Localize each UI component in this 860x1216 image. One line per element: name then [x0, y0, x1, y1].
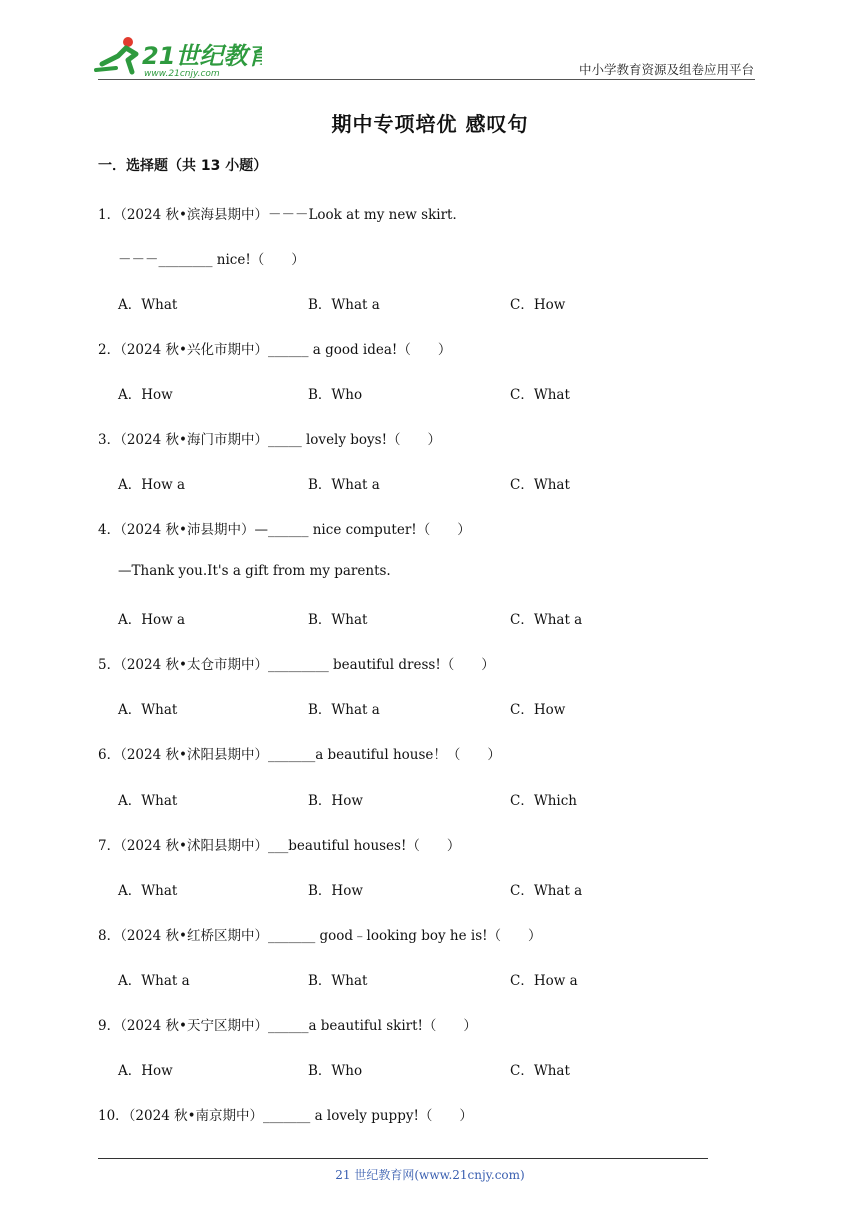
header-divider: [98, 79, 755, 80]
question-7-option-c: C．What a: [510, 883, 583, 899]
question-2-option-b: B．Who: [308, 387, 363, 403]
question-9-option-c: C．What: [510, 1063, 570, 1079]
footer-divider: [98, 1158, 708, 1159]
question-1-option-c: C．How: [510, 297, 566, 313]
question-3-option-c: C．What: [510, 477, 570, 493]
svg-text:www.21cnjy.com: www.21cnjy.com: [144, 69, 220, 78]
question-5-text: 5．（2024 秋•太仓市期中）_________ beautiful dress!（ ）: [98, 657, 495, 673]
question-6-option-c: C．Which: [510, 793, 577, 809]
question-6-option-b: B．How: [308, 793, 363, 809]
question-4-reply: —Thank you.It's a gift from my parents.: [118, 563, 391, 579]
question-8-option-b: B．What: [308, 973, 368, 989]
question-4-option-c: C．What a: [510, 612, 583, 628]
question-9-option-b: B．Who: [308, 1063, 363, 1079]
question-3-option-a: A．How a: [118, 477, 186, 493]
question-2-option-c: C．What: [510, 387, 570, 403]
question-9-text: 9．（2024 秋•天宁区期中）______a beautiful skirt!（ ）: [98, 1018, 477, 1034]
question-4-option-b: B．What: [308, 612, 368, 628]
question-5-option-c: C．How: [510, 702, 566, 718]
svg-text:21世纪教育: 21世纪教育: [142, 42, 262, 70]
question-3-text: 3．（2024 秋•海门市期中）_____ lovely boys!（ ）: [98, 432, 442, 448]
page-title: 期中专项培优 感叹句: [331, 112, 529, 136]
question-2-option-a: A．How: [118, 387, 173, 403]
question-1-option-a: A．What: [118, 297, 178, 313]
question-3-option-b: B．What a: [308, 477, 380, 493]
section-heading: 一．选择题（共 13 小题）: [98, 158, 268, 174]
question-8-option-a: A．What a: [118, 973, 190, 989]
question-7-option-a: A．What: [118, 883, 178, 899]
runner-logo-icon: [92, 34, 262, 78]
question-1-reply: －－－________ nice!（ ）: [118, 252, 305, 268]
question-8-text: 8．（2024 秋•红桥区期中）_______ good﹣looking boy he is!（ ）: [98, 928, 542, 944]
question-7-option-b: B．How: [308, 883, 363, 899]
question-1-option-b: B．What a: [308, 297, 380, 313]
footer-link[interactable]: 21 世纪教育网(www.21cnjy.com): [335, 1168, 525, 1182]
platform-tagline: 中小学教育资源及组卷应用平台: [578, 62, 754, 77]
question-6-text: 6．（2024 秋•沭阳县期中）_______a beautiful house！（ ）: [98, 747, 501, 763]
question-4-text: 4．（2024 秋•沛县期中）—______ nice computer!（ ）: [98, 522, 471, 538]
site-logo: [92, 34, 262, 78]
question-5-option-a: A．What: [118, 702, 178, 718]
question-10-text: 10．（2024 秋•南京期中）_______ a lovely puppy!（ ）: [98, 1108, 473, 1124]
question-2-text: 2．（2024 秋•兴化市期中）______ a good idea!（ ）: [98, 342, 452, 358]
question-6-option-a: A．What: [118, 793, 178, 809]
question-4-option-a: A．How a: [118, 612, 186, 628]
question-7-text: 7．（2024 秋•沭阳县期中）___beautiful houses!（ ）: [98, 838, 461, 854]
question-5-option-b: B．What a: [308, 702, 380, 718]
question-1-text: 1．（2024 秋•滨海县期中）－－－Look at my new skirt．: [98, 207, 466, 223]
question-9-option-a: A．How: [118, 1063, 173, 1079]
question-8-option-c: C．How a: [510, 973, 578, 989]
